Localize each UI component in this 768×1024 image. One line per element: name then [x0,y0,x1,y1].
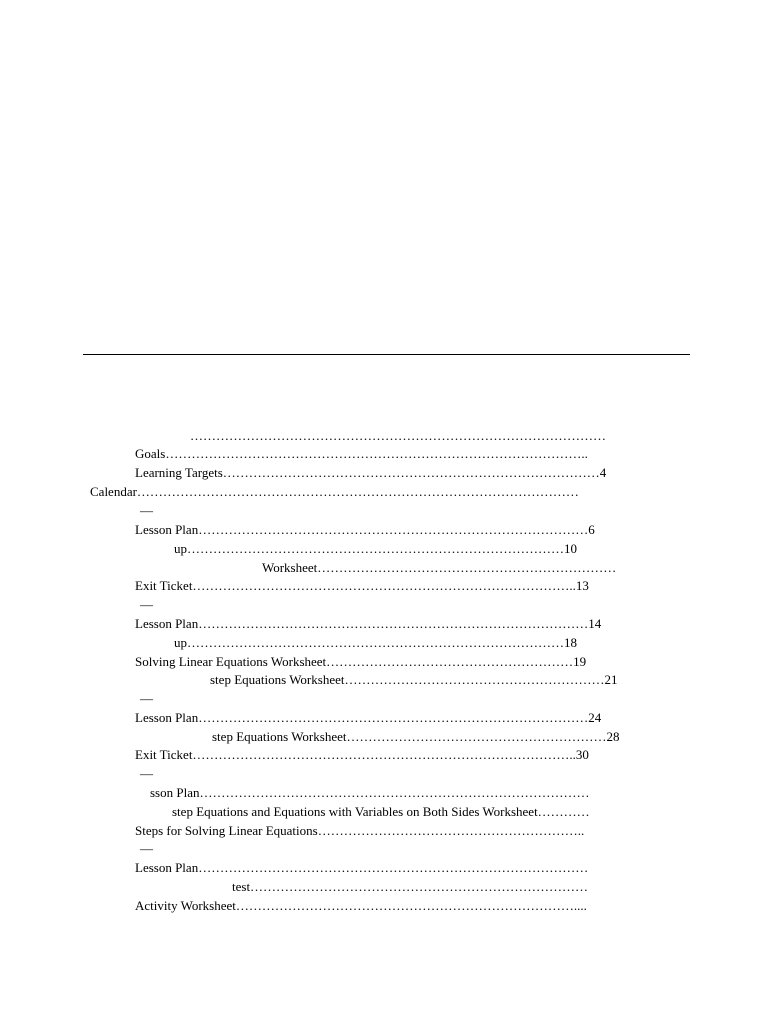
toc-line [190,428,620,444]
toc-line-text: — [140,597,153,612]
toc-line [90,484,579,500]
toc-line [140,691,153,707]
toc-line [174,541,577,557]
toc-line-text: Lesson Plan………………………………………………………………………………6 [135,522,595,537]
toc-line-text: — [140,766,153,781]
toc-line [140,841,153,857]
toc-line [232,879,588,895]
toc-line [135,898,587,914]
toc-line [140,503,153,519]
toc-line [135,823,584,839]
toc-line [140,597,153,613]
toc-line-text: Steps for Solving Linear Equations…………………………………………………….. [135,823,585,838]
toc-line-text: — [140,503,153,518]
toc-line-text: Activity Worksheet…………………………………………………………………….... [135,898,587,913]
toc-line-text: test…………………………………………………………………… [232,879,589,894]
toc-line-text: step Equations and Equations with Variables on Both Sides Worksheet………… [172,804,590,819]
toc-line-text: up……………………………………………………………………………18 [174,635,577,650]
toc-line-text: step Equations Worksheet……………………………………………………21 [210,672,618,687]
toc-line [135,465,606,481]
toc-line [140,766,153,782]
toc-line-text: Goals…………………………………………………………………………………….. [135,446,588,461]
toc-line-text: up……………………………………………………………………………10 [174,541,577,556]
toc-line [135,616,601,632]
toc-line [174,635,577,651]
toc-line-text: Solving Linear Equations Worksheet…………………………………………………19 [135,654,587,669]
toc-line-text: Exit Ticket……………………………………………………………………………..30 [135,747,589,762]
toc-line-text: Exit Ticket……………………………………………………………………………..13 [135,578,589,593]
toc-line-text: step Equations Worksheet……………………………………………………28 [212,729,620,744]
toc-line [135,747,589,763]
toc-line-text: Learning Targets……………………………………………………………………………4 [135,465,607,480]
toc-line [172,804,590,820]
toc-line-text: Calendar………………………………………………………………………………………… [90,484,579,499]
toc-line [135,522,595,538]
toc-line [135,446,588,462]
toc-line-text: Worksheet…………………………………………………………… [262,560,617,575]
toc-line [135,578,589,594]
toc-line [135,860,588,876]
toc-line [210,672,617,688]
toc-line-text: — [140,691,153,706]
toc-line [150,785,589,801]
toc-line-text: Lesson Plan………………………………………………………………………………14 [135,616,602,631]
toc-line-text: Lesson Plan……………………………………………………………………………… [135,860,589,875]
toc-line-text: — [140,841,153,856]
toc-line [212,729,619,745]
toc-line [262,560,616,576]
toc-line-text: sson Plan……………………………………………………………………………… [150,785,590,800]
toc-line-text: …………………………………………………………………………………… [190,428,606,443]
toc-line [135,710,601,726]
toc-line-text: Lesson Plan………………………………………………………………………………24 [135,710,602,725]
toc-line [135,654,586,670]
